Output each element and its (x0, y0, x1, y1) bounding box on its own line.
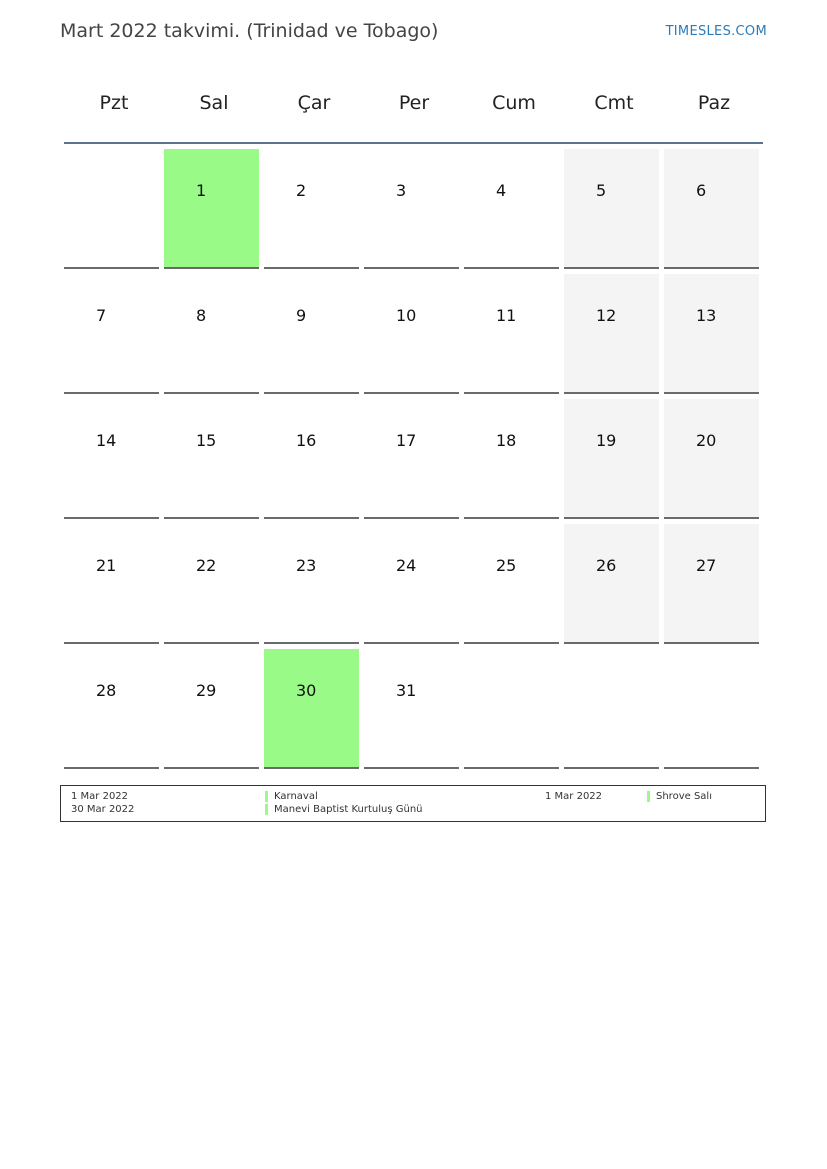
calendar-week-row (64, 274, 764, 399)
day-number: 24 (396, 556, 417, 575)
calendar-day-cell (164, 149, 259, 269)
calendar-day-cell (64, 524, 159, 644)
calendar-day-cell (264, 649, 359, 769)
legend-date: 1 Mar 2022 (545, 791, 603, 802)
legend-date: 1 Mar 2022 (71, 791, 129, 802)
day-number: 27 (696, 556, 717, 575)
calendar-day-cell (664, 274, 759, 394)
day-number: 4 (496, 181, 507, 200)
day-number: 2 (296, 181, 307, 200)
calendar-day-cell (64, 274, 159, 394)
calendar-day-cell (264, 524, 359, 644)
day-number: 9 (296, 306, 307, 325)
calendar-empty-cell (64, 149, 159, 269)
day-number: 1 (196, 181, 207, 200)
day-number: 8 (196, 306, 207, 325)
calendar-empty-cell (564, 649, 659, 769)
calendar-day-cell (364, 399, 459, 519)
day-number: 17 (396, 431, 417, 450)
weekday-label: Paz (697, 92, 731, 114)
calendar-day-cell (564, 274, 659, 394)
day-number: 28 (96, 681, 117, 700)
calendar-week-row (64, 649, 764, 774)
legend-holiday-name: Karnaval (265, 791, 318, 802)
calendar-day-cell (464, 524, 559, 644)
calendar-day-cell (64, 399, 159, 519)
day-number: 15 (196, 431, 217, 450)
calendar-empty-cell (464, 649, 559, 769)
legend-holiday-name: Shrove Salı (647, 791, 712, 802)
calendar-day-cell (564, 399, 659, 519)
calendar-day-cell (364, 149, 459, 269)
calendar-day-cell (264, 149, 359, 269)
day-number: 19 (596, 431, 617, 450)
day-number: 5 (596, 181, 607, 200)
day-number: 11 (496, 306, 517, 325)
day-number: 3 (396, 181, 407, 200)
day-number: 26 (596, 556, 617, 575)
legend-row (61, 791, 765, 804)
weekday-label: Pzt (99, 92, 129, 114)
calendar-empty-cell (664, 649, 759, 769)
calendar-day-cell (164, 274, 259, 394)
day-number: 13 (696, 306, 717, 325)
calendar-day-cell (564, 524, 659, 644)
calendar-day-cell (364, 524, 459, 644)
weekday-header (64, 80, 764, 142)
calendar-day-cell (564, 149, 659, 269)
calendar-day-cell (264, 399, 359, 519)
day-number: 14 (96, 431, 117, 450)
day-number: 29 (196, 681, 217, 700)
day-number: 12 (596, 306, 617, 325)
legend-date: 30 Mar 2022 (71, 804, 135, 815)
day-number: 31 (396, 681, 417, 700)
calendar-day-cell (64, 649, 159, 769)
calendar-day-cell (164, 649, 259, 769)
calendar-week-row (64, 149, 764, 274)
header-divider (64, 142, 763, 144)
weekday-label: Cmt (594, 92, 634, 114)
day-number: 30 (296, 681, 317, 700)
calendar-day-cell (464, 274, 559, 394)
day-number: 18 (496, 431, 517, 450)
weekday-label: Cum (492, 92, 536, 114)
weekday-label: Sal (199, 92, 229, 114)
calendar-day-cell (464, 399, 559, 519)
calendar-day-cell (664, 524, 759, 644)
day-number: 25 (496, 556, 517, 575)
day-number: 21 (96, 556, 117, 575)
weekday-label: Çar (297, 92, 331, 114)
calendar-day-cell (164, 399, 259, 519)
calendar-day-cell (664, 149, 759, 269)
calendar-title: Mart 2022 takvimi. (Trinidad ve Tobago) (60, 20, 439, 42)
calendar-day-cell (264, 274, 359, 394)
calendar-day-cell (464, 149, 559, 269)
day-number: 22 (196, 556, 217, 575)
day-number: 10 (396, 306, 417, 325)
legend-holiday-name: Manevi Baptist Kurtuluş Günü (265, 804, 423, 815)
calendar-week-row (64, 524, 764, 649)
holiday-legend (60, 785, 766, 822)
calendar-week-row (64, 399, 764, 524)
brand-link[interactable]: TIMESLES.COM (665, 24, 767, 39)
day-number: 16 (296, 431, 317, 450)
calendar-day-cell (364, 649, 459, 769)
weekday-label: Per (398, 92, 430, 114)
day-number: 23 (296, 556, 317, 575)
calendar-day-cell (364, 274, 459, 394)
day-number: 20 (696, 431, 717, 450)
calendar-day-cell (664, 399, 759, 519)
legend-row (61, 804, 765, 817)
day-number: 7 (96, 306, 107, 325)
day-number: 6 (696, 181, 707, 200)
calendar-grid (64, 149, 764, 774)
calendar-day-cell (164, 524, 259, 644)
